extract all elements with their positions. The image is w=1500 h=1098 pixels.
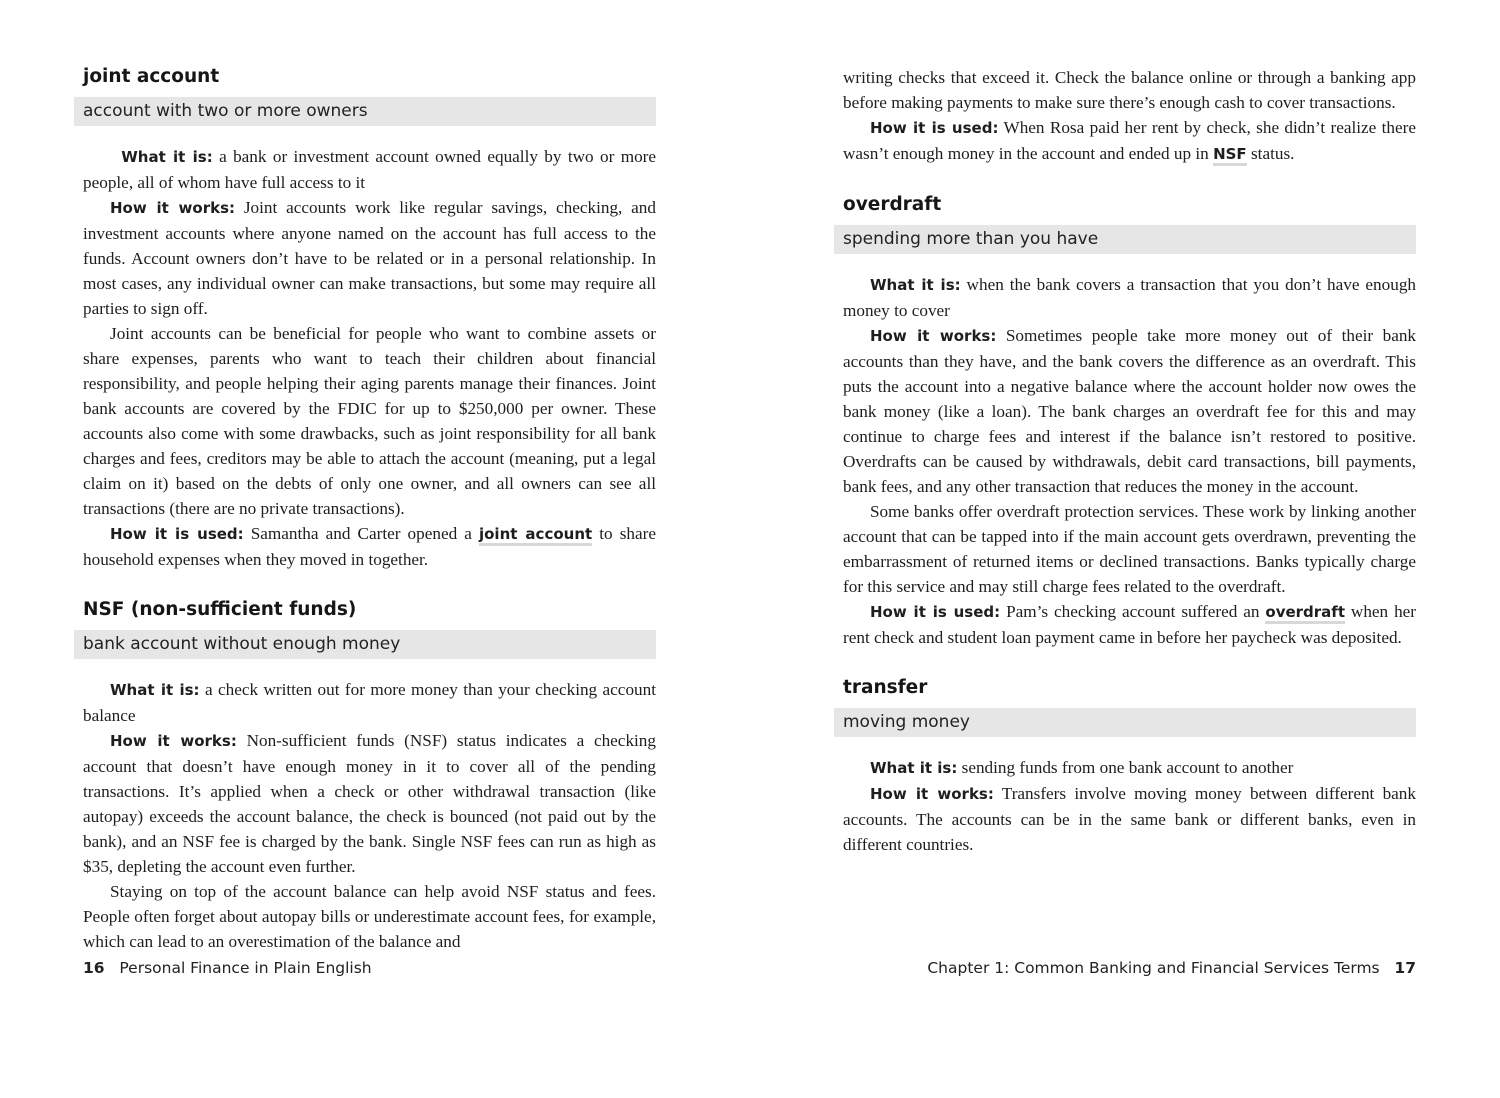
entry-continuation	[843, 65, 1416, 167]
keyword-highlight: overdraft	[1265, 603, 1345, 624]
works-text: Sometimes people take more money out of their bank accounts than they have, and the bank covers the difference as an overdraft. This puts the account into a negative balance where the account holder now owes the bank money (like a loan). The bank charges an overdraft fee for this and may continue to charge fees and interest if the balance isn’t restored to positive. Overdrafts can be caused by withdrawals, debit card transactions, bill payments, bank fees, and any other transaction that reduces the money in the account.	[843, 326, 1417, 496]
what-label: What it is:	[110, 681, 200, 699]
works-text: Transfers involve moving money between different bank accounts. The accounts can be in the same bank or different banks, even in different countries.	[843, 784, 1416, 854]
works-text: Joint accounts work like regular savings, checking, and investment accounts where anyone named on the account has full access to the funds. Account owners don’t have to be related or in a personal relationship. In most cases, any individual owner can make transactions, but some may require all parties to sign off.	[83, 198, 656, 318]
how-it-works	[83, 195, 656, 321]
works-label: How it works:	[870, 327, 997, 345]
what-label: What it is:	[121, 148, 213, 166]
running-title: Chapter 1: Common Banking and Financial Services Terms	[927, 959, 1380, 977]
entry-transfer	[843, 676, 1416, 857]
page-number: 17	[1394, 959, 1416, 977]
used-label: How it is used:	[110, 525, 244, 543]
keyword-highlight: joint account	[479, 525, 592, 546]
how-it-works	[83, 728, 656, 879]
right-page	[843, 0, 1416, 1098]
entry-gloss: spending more than you have	[834, 225, 1416, 254]
entry-overdraft	[843, 193, 1416, 650]
keyword-highlight: NSF	[1213, 145, 1247, 166]
what-text: a check written out for more money than your checking account balance	[83, 680, 656, 725]
entry-joint-account	[83, 65, 656, 572]
used-text-after: when her rent check and student loan payment came in before her paycheck was deposited.	[843, 602, 1417, 647]
used-text-before: When Rosa paid her rent by check, she didn’t realize there wasn’t enough money in the account and ended up in	[843, 118, 1417, 163]
entry-term: overdraft	[843, 194, 942, 215]
entry-nsf	[83, 598, 656, 954]
left-footer	[83, 959, 372, 977]
used-label: How it is used:	[870, 603, 1001, 621]
works-label: How it works:	[110, 199, 236, 217]
entry-term: NSF (non-sufficient funds)	[83, 599, 357, 620]
works-text: Non-sufficient funds (NSF) status indicates a checking account that doesn’t have enough money in it to cover all of the pending transactions. It’s applied when a check or other withdrawal transaction (like autopay) exceeds the account balance, the check is bounced (not paid out by the bank), and an NSF fee is charged by the bank. Single NSF fees can run as high as $35, depleting the account even further.	[83, 731, 656, 876]
what-label: What it is:	[870, 276, 961, 294]
how-it-works	[843, 323, 1416, 499]
used-label: How it is used:	[870, 119, 999, 137]
page-number: 16	[83, 959, 105, 977]
what-label: What it is:	[870, 759, 958, 777]
how-it-works	[843, 781, 1416, 857]
left-page	[83, 0, 656, 1098]
entry-gloss: account with two or more owners	[74, 97, 656, 126]
how-it-is-used	[843, 599, 1416, 650]
what-text: sending funds from one bank account to another	[957, 758, 1294, 777]
continued-paragraph: writing checks that exceed it. Check the balance online or through a banking app before making payments to make sure there’s enough cash to cover transactions.	[843, 68, 1416, 112]
entry-gloss: moving money	[834, 708, 1416, 737]
how-it-is-used	[83, 521, 656, 572]
what-it-is	[83, 677, 656, 728]
how-it-is-used	[843, 115, 1416, 167]
body-paragraph: Staying on top of the account balance can help avoid NSF status and fees. People often forget about autopay bills or underestimate account fees, for example, which can lead to an overestimation of the balance and	[83, 882, 656, 951]
what-it-is	[83, 144, 656, 195]
works-label: How it works:	[110, 732, 237, 750]
right-footer	[927, 959, 1416, 977]
used-text-after: to share household expenses when they moved in together.	[83, 524, 656, 569]
what-it-is	[843, 272, 1416, 323]
used-text-before: Samantha and Carter opened a	[243, 524, 479, 543]
body-paragraph: Some banks offer overdraft protection services. These work by linking another account that can be tapped into if the main account gets overdrawn, preventing the embarrassment of returned items or declined transactions. Banks typically charge for this service and may still charge fees related to the overdraft.	[843, 502, 1416, 596]
works-label: How it works:	[870, 785, 994, 803]
running-title: Personal Finance in Plain English	[119, 959, 372, 977]
what-it-is	[843, 755, 1416, 781]
entry-term: joint account	[83, 66, 220, 87]
used-text-before: Pam’s checking account suffered an	[1000, 602, 1266, 621]
entry-term: transfer	[843, 677, 928, 698]
used-text-after: status.	[1246, 144, 1295, 163]
what-text: when the bank covers a transaction that you don’t have enough money to cover	[843, 275, 1417, 320]
what-text: a bank or investment account owned equally by two or more people, all of whom have full access to it	[83, 147, 657, 192]
entry-gloss: bank account without enough money	[74, 630, 656, 659]
body-paragraph: Joint accounts can be beneficial for people who want to combine assets or share expenses, parents who want to teach their children about financial responsibility, and people helping their aging parents manage their finances. Joint bank accounts are covered by the FDIC for up to $250,000 per owner. These accounts also come with some drawbacks, such as joint responsibility for all bank charges and fees, creditors may be able to attach the account (meaning, put a legal claim on it) based on the debts of only one owner, and all owners can see all transactions (there are no private transactions).	[83, 324, 656, 518]
